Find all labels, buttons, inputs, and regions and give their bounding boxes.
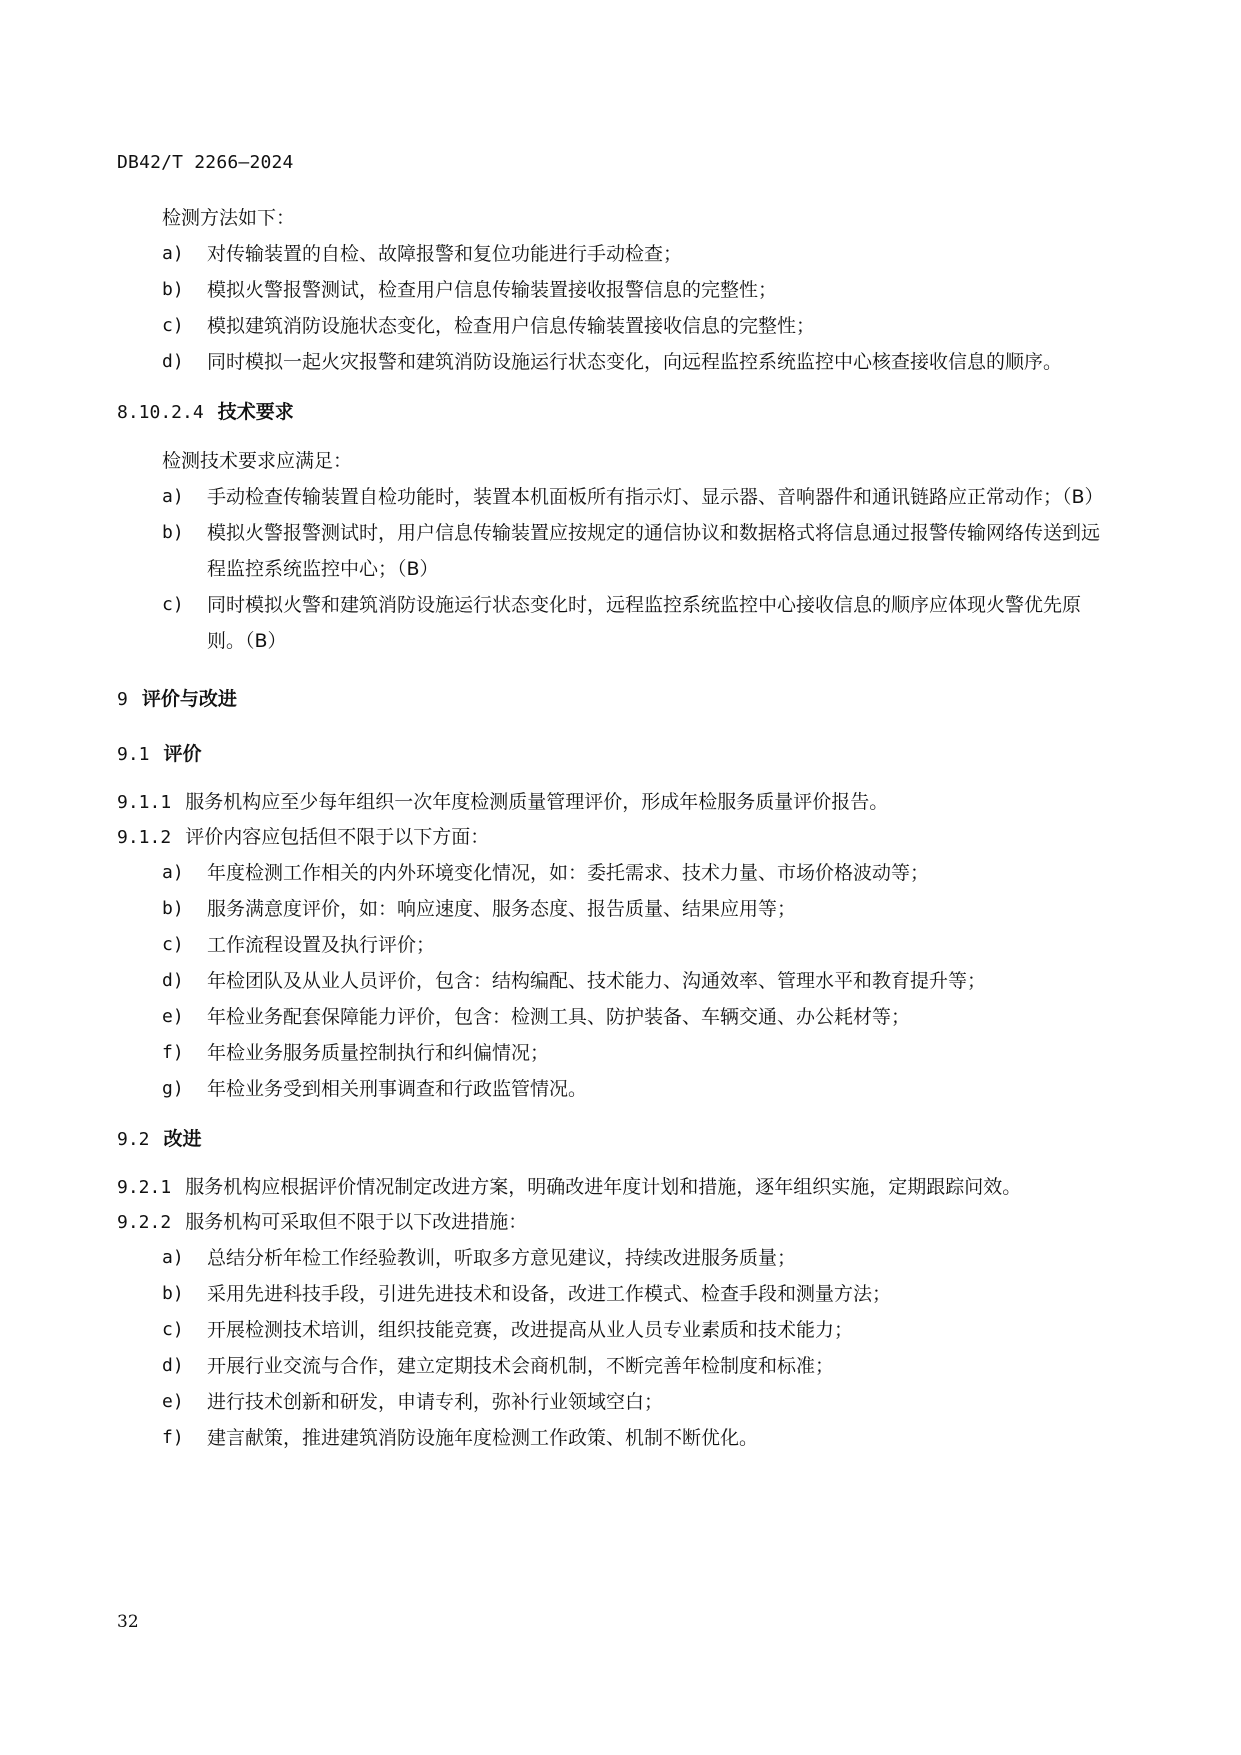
list-marker: e): [162, 1006, 184, 1027]
section-heading-9-2: [117, 1121, 1117, 1158]
list-item: [117, 479, 1117, 515]
list-item: [117, 1071, 1117, 1107]
document-body: [117, 200, 1117, 1456]
section-number: 8.10.2.4: [117, 402, 204, 423]
list-item: [117, 1384, 1117, 1420]
list-item: [117, 855, 1117, 891]
list-item: [117, 1276, 1117, 1312]
list-item: [117, 1348, 1117, 1384]
list-marker: e): [162, 1391, 184, 1412]
clause-9-1-1: [117, 785, 1117, 820]
list-text: 模拟建筑消防设施状态变化，检查用户信息传输装置接收信息的完整性；: [207, 315, 816, 337]
list-text: 进行技术创新和研发，申请专利，弥补行业领域空白；: [207, 1391, 664, 1413]
list-text: 年检业务服务质量控制执行和纠偏情况；: [207, 1042, 550, 1064]
section-title: 改进: [163, 1128, 202, 1150]
list-text: 开展行业交流与合作，建立定期技术会商机制，不断完善年检制度和标准；: [207, 1355, 835, 1377]
list-text: 总结分析年检工作经验教训，听取多方意见建议，持续改进服务质量；: [207, 1247, 797, 1269]
list-marker: c): [162, 934, 184, 955]
list-text: 开展检测技术培训，组织技能竞赛，改进提高从业人员专业素质和技术能力；: [207, 1319, 854, 1341]
list-item: [117, 1312, 1117, 1348]
list-item: [117, 236, 1117, 272]
list-item: [117, 891, 1117, 927]
section-heading-9: [117, 681, 1117, 718]
list-item: [117, 1420, 1117, 1456]
section-title: 评价与改进: [141, 688, 237, 710]
list-item: [117, 999, 1117, 1035]
list-item: [117, 272, 1117, 308]
document-code: DB42/T 2266—2024: [117, 152, 294, 173]
clause-text: 评价内容应包括但不限于以下方面：: [185, 826, 490, 848]
clause-9-2-1: [117, 1170, 1117, 1205]
list-marker: b): [162, 279, 184, 300]
list-text: 年检业务配套保障能力评价，包含：检测工具、防护装备、车辆交通、办公耗材等；: [207, 1006, 911, 1028]
section-heading-8-10-2-4: [117, 394, 1117, 431]
list-text: 采用先进科技手段，引进先进技术和设备，改进工作模式、检查手段和测量方法；: [207, 1283, 892, 1305]
list-text: 服务满意度评价，如：响应速度、服务态度、报告质量、结果应用等；: [207, 898, 797, 920]
list-text: 手动检查传输装置自检功能时，装置本机面板所有指示灯、显示器、音响器件和通讯链路应正常动作；（B）: [207, 486, 1104, 508]
section-number: 9.1: [117, 744, 150, 765]
list-item: [117, 1035, 1117, 1071]
list-marker: b): [162, 522, 184, 543]
list-marker: a): [162, 862, 184, 883]
list-item: [117, 1240, 1117, 1276]
clause-number: 9.2.2: [117, 1212, 172, 1233]
clause-number: 9.2.1: [117, 1177, 172, 1198]
page-number: 32: [117, 1612, 139, 1632]
list-marker: c): [162, 1319, 184, 1340]
list-item: [117, 963, 1117, 999]
clause-text: 服务机构应根据评价情况制定改进方案，明确改进年度计划和措施，逐年组织实施，定期跟踪问效。: [185, 1176, 1022, 1198]
section-number: 9.2: [117, 1129, 150, 1150]
list-item: [117, 587, 1117, 659]
list-marker: d): [162, 1355, 184, 1376]
list-marker: f): [162, 1042, 184, 1063]
list-text: 年检业务受到相关刑事调查和行政监管情况。: [207, 1078, 588, 1100]
list-item: [117, 344, 1117, 380]
requirements-intro: 检测技术要求应满足：: [162, 450, 353, 472]
list-marker: f): [162, 1427, 184, 1448]
clause-number: 9.1.2: [117, 827, 172, 848]
list-text: 建言献策，推进建筑消防设施年度检测工作政策、机制不断优化。: [207, 1427, 759, 1449]
list-marker: a): [162, 486, 184, 507]
list-item: [117, 515, 1117, 587]
list-marker: d): [162, 351, 184, 372]
list-marker: c): [162, 315, 184, 336]
clause-9-2-2: [117, 1205, 1117, 1240]
list-text: 年检团队及从业人员评价，包含：结构编配、技术能力、沟通效率、管理水平和教育提升等；: [207, 970, 987, 992]
list-marker: b): [162, 898, 184, 919]
list-marker: d): [162, 970, 184, 991]
section-number: 9: [117, 689, 128, 710]
list-text: 同时模拟火警和建筑消防设施运行状态变化时，远程监控系统监控中心接收信息的顺序应体现火警优先原则。（B）: [207, 594, 1082, 652]
list-marker: a): [162, 243, 184, 264]
list-text: 年度检测工作相关的内外环境变化情况，如：委托需求、技术力量、市场价格波动等；: [207, 862, 930, 884]
list-marker: c): [162, 594, 184, 615]
methods-intro: 检测方法如下：: [162, 207, 296, 229]
clause-number: 9.1.1: [117, 792, 172, 813]
section-title: 评价: [163, 743, 202, 765]
list-item: [117, 308, 1117, 344]
list-text: 对传输装置的自检、故障报警和复位功能进行手动检查；: [207, 243, 683, 265]
clause-text: 服务机构应至少每年组织一次年度检测质量管理评价，形成年检服务质量评价报告。: [185, 791, 889, 813]
list-text: 模拟火警报警测试时，用户信息传输装置应按规定的通信协议和数据格式将信息通过报警传输网络传送到远程监控系统监控中心；（B）: [207, 522, 1101, 580]
list-text: 工作流程设置及执行评价；: [207, 934, 436, 956]
section-title: 技术要求: [217, 401, 294, 423]
list-marker: g): [162, 1078, 184, 1099]
clause-9-1-2: [117, 820, 1117, 855]
list-marker: a): [162, 1247, 184, 1268]
list-text: 模拟火警报警测试，检查用户信息传输装置接收报警信息的完整性；: [207, 279, 778, 301]
section-heading-9-1: [117, 736, 1117, 773]
list-item: [117, 927, 1117, 963]
clause-text: 服务机构可采取但不限于以下改进措施：: [185, 1211, 528, 1233]
list-text: 同时模拟一起火灾报警和建筑消防设施运行状态变化，向远程监控系统监控中心核查接收信息的顺序。: [207, 351, 1063, 373]
list-marker: b): [162, 1283, 184, 1304]
